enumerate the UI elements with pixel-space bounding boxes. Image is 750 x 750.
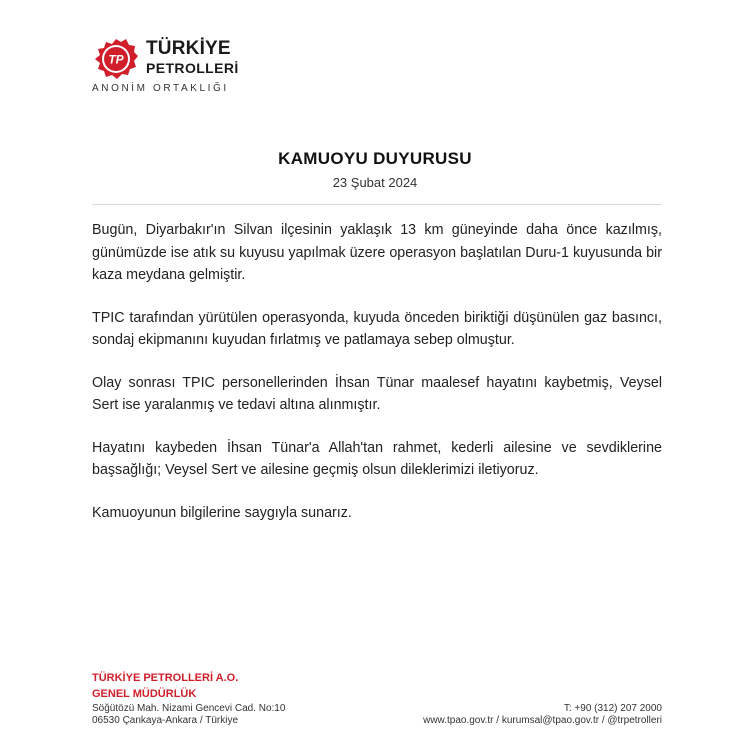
announcement-body bbox=[92, 219, 662, 544]
company-logo bbox=[92, 36, 252, 96]
footer-phone: T: +90 (312) 207 2000 bbox=[563, 703, 662, 714]
footer-address bbox=[92, 703, 285, 727]
footer-company-unit: GENEL MÜDÜRLÜK bbox=[92, 688, 197, 700]
paragraph: Bugün, Diyarbakır'ın Silvan ilçesinin yaklaşık 13 km güneyinde daha önce kazılmış, günümüzde ise atık su kuyusu yapılmak üzere operasyon başlatılan Duru-1 kuyusunda bir kaza meydana gelmiştir. bbox=[92, 222, 662, 283]
paragraph: TPIC tarafından yürütülen operasyonda, kuyuda önceden biriktiği düşünülen gaz basıncı, sondaj ekipmanını kuyudan fırlatmış ve patlamaya sebep olmuştur. bbox=[92, 309, 662, 348]
footer-links[interactable]: www.tpao.gov.tr / kurumsal@tpao.gov.tr / @trpetrolleri bbox=[423, 715, 662, 726]
logo-mark-text: TP bbox=[108, 52, 124, 67]
footer-address-line2: 06530 Çankaya-Ankara / Türkiye bbox=[92, 715, 239, 726]
tpao-logo-icon bbox=[92, 36, 140, 84]
footer-company-name: TÜRKİYE PETROLLERİ A.O. bbox=[92, 672, 239, 684]
footer-company bbox=[92, 670, 238, 702]
logo-line2: PETROLLERİ bbox=[146, 60, 239, 76]
paragraph: Kamuoyunun bilgilerine saygıyla sunarız. bbox=[92, 504, 352, 521]
logo-subtitle: ANONİM ORTAKLIĞI bbox=[92, 83, 229, 94]
divider bbox=[92, 204, 662, 205]
announcement-date: 23 Şubat 2024 bbox=[332, 175, 418, 190]
paragraph: Hayatını kaybeden İhsan Tünar'a Allah'tan rahmet, kederli ailesine ve sevdiklerine başsağlığı; Veysel Sert ve ailesine geçmiş olsun dileklerimizi iletiyoruz. bbox=[92, 439, 662, 478]
footer-contact bbox=[423, 703, 662, 727]
announcement-title: KAMUOYU DUYURUSU bbox=[278, 149, 472, 168]
logo-line1: TÜRKİYE bbox=[146, 38, 231, 59]
paragraph: Olay sonrası TPIC personellerinden İhsan Tünar maalesef hayatını kaybetmiş, Veysel Sert ise yaralanmış ve tedavi altına alınmıştır. bbox=[92, 374, 662, 413]
footer-address-line1: Söğütözü Mah. Nizami Gencevi Cad. No:10 bbox=[92, 703, 286, 714]
